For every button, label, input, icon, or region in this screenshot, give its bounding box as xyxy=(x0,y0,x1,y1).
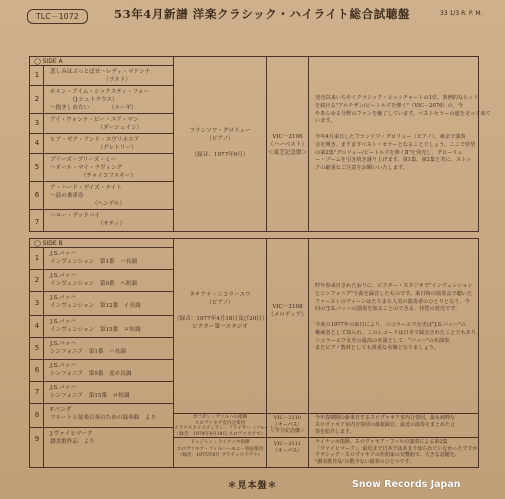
track-title: ホルン・アイム・シックスティ・フォー （J.シュトラウス） 〜抱きしめたい （ルーギ） xyxy=(50,89,150,111)
track-row xyxy=(30,209,173,236)
side-b-panel xyxy=(29,238,483,468)
track-row xyxy=(30,133,173,154)
side-a-catalog-number: VIC－2106 （ハーベスト） ＜東芝記念盤＞ xyxy=(267,134,308,156)
page-title: 53年4月新譜 洋楽クラシック・ハイライト総合試聴盤 xyxy=(114,7,411,21)
side-a-notes: 発売以来いちやくクラシック・ヒットチャートの1位、異例的なヒット を続ける"アルチザン/ビートルズを弾く"（VIC－2076）の、今 やあらゆる分野のファンを魅了しています。ベストセラーの道を走って来て います。 今年4月来日したフランソワ・グロリュー（ピアノ）。東京で演奏 会を開き、ますますベスト・セラーとなることでしょう。ここで待望 の第2集"グロリュー/ビートルズを弾くⅡ"を発売し、グローリュ ー・ブームを引き続き盛り上げます。第1集、第2集と共に、ストッ クの厳重なご注意をお願いいたします。 xyxy=(315,95,491,172)
track-title: J.S.バッハ シンフォニア 第15番 ロ短調 xyxy=(50,385,130,399)
track-title: J.S.バッハ シンフォニア 第1番 ハ長調 xyxy=(50,341,126,355)
side-b-label: ◯ SIDE B xyxy=(34,240,63,247)
watermark: Snow Records Japan xyxy=(352,479,461,490)
track-row xyxy=(30,427,173,452)
track-row xyxy=(30,153,173,182)
catalog-number: TLC－1072 xyxy=(27,9,88,24)
track-number: 2 xyxy=(34,276,40,284)
track-title: ア・ハード・デイズ・ナイト 〜涙の乗車券 （ヘンデル） xyxy=(50,185,126,207)
track-title: ハロー・グッドバイ （サティ） xyxy=(50,213,126,227)
track-title: F.ペンダ フルートと弦楽合奏のための協奏曲 より xyxy=(50,407,157,421)
row9-catalog-number: VIC－2111 （オーパス） xyxy=(272,441,303,454)
track-number: 6 xyxy=(34,191,40,199)
track-number: 3 xyxy=(34,119,40,127)
track-number: 1 xyxy=(34,254,40,262)
sample-label: ＊見本盤＊ xyxy=(227,481,278,491)
row8-catalog-number: VIC－2110 （オーパス） ＜半分記念盤＞ xyxy=(269,415,305,434)
track-number: 5 xyxy=(34,344,40,352)
track-number: 7 xyxy=(34,218,40,226)
track-number: 6 xyxy=(34,366,40,374)
row8-notes: 今年春期間の新米日するスロヴァキア室内合奏団、最も純粋な スロヴァキア室内合奏団の最新録音、最近の演奏をまとめた合 奏を紹介します。 xyxy=(315,415,455,435)
track-number: 3 xyxy=(34,299,40,307)
track-row xyxy=(30,181,173,210)
header xyxy=(0,6,505,28)
side-b-performer: タチアナ・ニコラーエワ （ピアノ） （録音：1977年4月18日及び20日） ビクター第一スタジオ xyxy=(174,292,268,330)
track-row xyxy=(30,381,173,404)
track-number: 9 xyxy=(34,435,40,443)
track-number: 5 xyxy=(34,163,40,171)
track-number: 8 xyxy=(34,411,40,419)
divider xyxy=(308,239,309,467)
track-row xyxy=(30,65,173,86)
track-number: 4 xyxy=(34,322,40,330)
track-title: J.S.バッハ インヴェンション 第1番 ハ長調 xyxy=(50,251,137,265)
track-number: 4 xyxy=(34,139,40,147)
side-a-label: ◯ SIDE A xyxy=(34,58,63,65)
track-title: J.ヴァイヒマーク 讃美歌作品 より xyxy=(50,431,95,445)
track-title: J.S.バッハ シンフォニア 第5番 変ホ長調 xyxy=(50,363,132,377)
track-number: 2 xyxy=(34,95,40,103)
track-row xyxy=(30,315,173,338)
side-b-notes: 昨年春来日されたおりに、ビクター・スタジオで"インヴェンション とシンフォニア"全曲を録音したものです。来日時の演奏会で聴いた ファーストのヴィーンはたちまち人気の演奏者のひとりとなり、今 回の"J.S.バッハの演奏を知ることのできる、待望の発売です。 今度の1977年の来日により、ニコラーエワ女史は"J.S.バッハ"の 権威者として知られ、このレコードは日本で録音されたことでもあり、 ニコラーエワ女史の最高の名演として、"バッハ"の名演奏、 またピアノ教材としても貴重な名盤となりましょう。 xyxy=(315,283,482,352)
track-row xyxy=(30,337,173,360)
track-title: プリーズ・プリーズ・ミー 〜オール・マイ・ラヴィング （チャイコフスキー） xyxy=(50,157,137,179)
track-title: ヒア・ゼア・アンド・エヴリホエア （グレトリー） xyxy=(50,137,140,151)
track-row xyxy=(30,291,173,316)
track-row xyxy=(30,269,173,292)
divider xyxy=(173,413,478,414)
divider xyxy=(308,57,309,231)
track-row xyxy=(30,403,173,428)
side-a-panel xyxy=(29,56,491,232)
track-row xyxy=(30,247,173,270)
track-title: アイ・ウォンナ・ビー・ユア・マン （ダーシェイン） xyxy=(50,117,143,131)
track-row xyxy=(30,113,173,134)
side-a-performer: フランソワ・グロリュー （ピアノ） （録音：1977年9月） xyxy=(189,128,251,158)
track-title: J.S.バッハ インヴェンション 第12番 イ長調 xyxy=(50,295,141,309)
row9-performer: ドゥジャン・ライナッホ指揮 スロヴァキア・フィルハーモニー管弦楽団 （録音：1975年8月 ブラティスラヴァ） xyxy=(176,440,264,458)
track-row xyxy=(30,85,173,114)
row8-performer: ボフダン・ヴァルハル指揮 スロヴァキア室内合奏団 クラウスクリスティアン・フライヤー（フルート） （録音：1974年4月18日 スロヴァキアで） xyxy=(174,415,279,437)
row9-notes: ライナッホ指揮、スロヴァキア・フィルの演奏による第2集 「ヴァイヒマーク」、最近まで日本ではあまり知られていなかったですが、 クラシック・スロヴァキアの作曲家の交響曲で、大きな話題を、 "讃美歌作品"の数少ない演奏のひとつです。 xyxy=(315,439,483,465)
track-title: J.S.バッハ インヴェンション 第15番 ロ短調 xyxy=(50,319,141,333)
track-number: 7 xyxy=(34,388,40,396)
track-row xyxy=(30,359,173,382)
track-number: 1 xyxy=(34,71,40,79)
side-b-catalog-number: VIC－2108 （メロディア） xyxy=(268,304,307,318)
track-title: J.S.バッハ インヴェンション 第9番 ヘ短調 xyxy=(50,273,137,287)
track-title: 悲しみはぶっとばせ〜レディ・マドンナ （ラスト） xyxy=(50,69,151,83)
speed-label: 33 1/3 R. P. M. xyxy=(440,10,483,17)
